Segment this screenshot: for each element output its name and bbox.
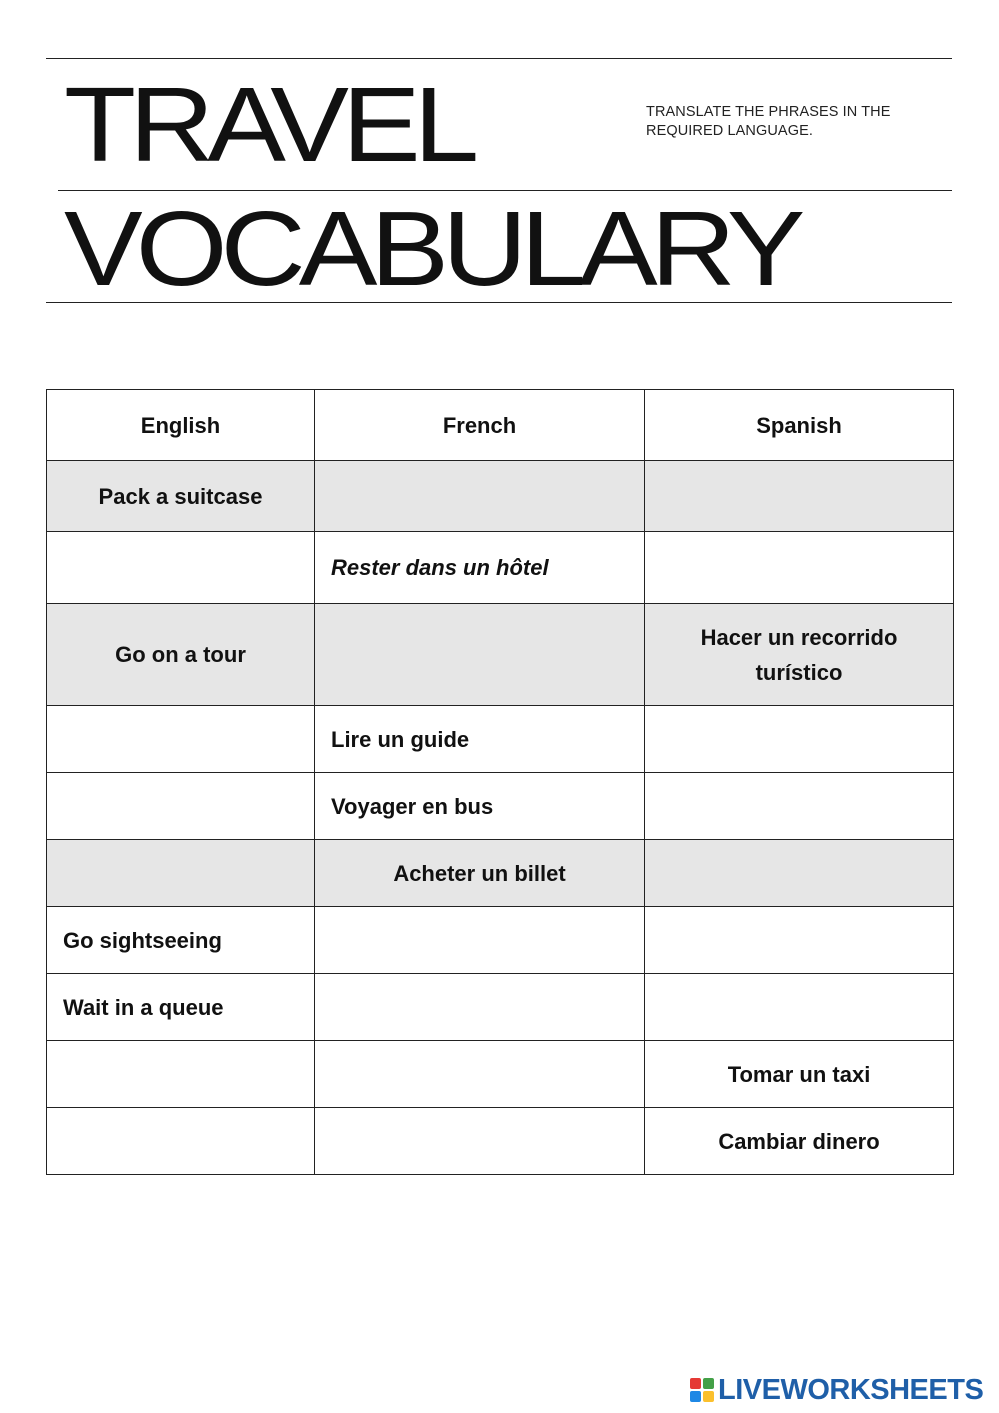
cell-spanish: Cambiar dinero bbox=[645, 1108, 954, 1175]
answer-cell-english[interactable] bbox=[47, 532, 315, 604]
cell-spanish: Hacer un recorrido turístico bbox=[645, 604, 954, 706]
instructions-text: TRANSLATE THE PHRASES IN THE REQUIRED LANGUAGE. bbox=[646, 104, 891, 139]
column-header-spanish: Spanish bbox=[645, 390, 954, 461]
table-row bbox=[47, 706, 954, 773]
answer-cell-french[interactable] bbox=[315, 604, 645, 706]
answer-cell-spanish[interactable] bbox=[645, 773, 954, 840]
answer-cell-spanish[interactable] bbox=[645, 840, 954, 907]
cell-french: Lire un guide bbox=[315, 706, 645, 773]
liveworksheets-logo-icon bbox=[690, 1378, 714, 1402]
cell-english: Wait in a queue bbox=[47, 974, 315, 1041]
cell-english: Go sightseeing bbox=[47, 907, 315, 974]
answer-cell-english[interactable] bbox=[47, 706, 315, 773]
title-line-travel: TRAVEL bbox=[64, 65, 473, 185]
answer-cell-english[interactable] bbox=[47, 1041, 315, 1108]
answer-cell-spanish[interactable] bbox=[645, 461, 954, 532]
table-row bbox=[47, 1041, 954, 1108]
cell-french: Voyager en bus bbox=[315, 773, 645, 840]
table-row bbox=[47, 1108, 954, 1175]
answer-cell-english[interactable] bbox=[47, 840, 315, 907]
answer-cell-french[interactable] bbox=[315, 907, 645, 974]
answer-cell-french[interactable] bbox=[315, 461, 645, 532]
bottom-rule bbox=[46, 302, 952, 303]
table-header-row bbox=[47, 390, 954, 461]
top-rule bbox=[46, 58, 952, 59]
cell-spanish: Tomar un taxi bbox=[645, 1041, 954, 1108]
title-line-vocabulary: VOCABULARY bbox=[64, 189, 799, 309]
cell-english: Pack a suitcase bbox=[47, 461, 315, 532]
cell-english: Go on a tour bbox=[47, 604, 315, 706]
liveworksheets-logo bbox=[690, 1375, 983, 1405]
answer-cell-spanish[interactable] bbox=[645, 974, 954, 1041]
answer-cell-french[interactable] bbox=[315, 974, 645, 1041]
vocabulary-table bbox=[46, 389, 954, 1175]
table-row bbox=[47, 532, 954, 604]
answer-cell-english[interactable] bbox=[47, 773, 315, 840]
table-row bbox=[47, 840, 954, 907]
answer-cell-french[interactable] bbox=[315, 1108, 645, 1175]
answer-cell-spanish[interactable] bbox=[645, 706, 954, 773]
answer-cell-english[interactable] bbox=[47, 1108, 315, 1175]
answer-cell-spanish[interactable] bbox=[645, 907, 954, 974]
cell-french: Acheter un billet bbox=[315, 840, 645, 907]
cell-french: Rester dans un hôtel bbox=[315, 532, 645, 604]
answer-cell-spanish[interactable] bbox=[645, 532, 954, 604]
column-header-english: English bbox=[47, 390, 315, 461]
logo-wordmark: LIVEWORKSHEETS bbox=[718, 1373, 984, 1406]
table-row bbox=[47, 461, 954, 532]
answer-cell-french[interactable] bbox=[315, 1041, 645, 1108]
table-row bbox=[47, 604, 954, 706]
table-row bbox=[47, 773, 954, 840]
table-row bbox=[47, 974, 954, 1041]
column-header-french: French bbox=[315, 390, 645, 461]
table-row bbox=[47, 907, 954, 974]
